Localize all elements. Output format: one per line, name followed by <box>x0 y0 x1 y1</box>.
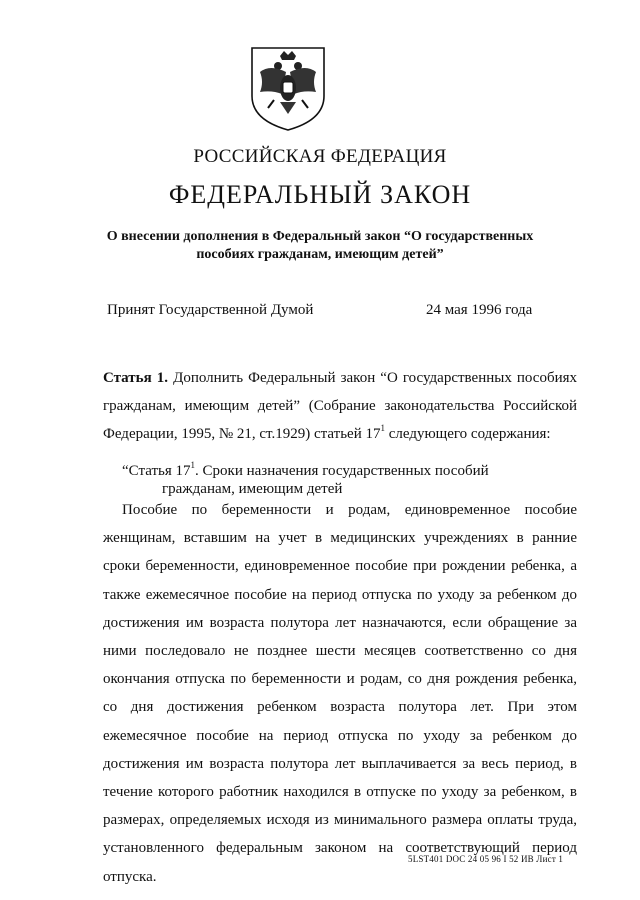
new-article-heading-line2: гражданам, имеющим детей <box>162 481 343 497</box>
coat-of-arms-emblem <box>246 42 330 134</box>
new-article-heading <box>122 462 489 498</box>
adoption-date: 24 мая 1996 года <box>426 302 533 318</box>
law-subject: О внесении дополнения в Федеральный закон “О государственных пособиях гражданам, имеющим детей” <box>106 229 534 262</box>
article-text-a: Дополнить Федеральный закон “О государственных пособиях гражданам, имеющим детей” (Собрание законодательства Российской Федерации, 1995, № 21, ст.1929) статьей 17 <box>103 370 578 443</box>
article-superscript: 1 <box>380 423 385 434</box>
new-article-heading-sup: 1 <box>190 460 196 470</box>
article-label: Статья 1. <box>103 370 169 386</box>
new-article-heading-a: “Статья 17 <box>122 463 191 479</box>
new-article-paragraph: Пособие по беременности и родам, единовременное пособие женщинам, вставшим на учет в медицинских учреждениях в ранние сроки беременности, единовременное пособие при рождении ребенка, а также ежемесячное пособие на период отпуска по уходу за ребенком до достижения им возраста полутора лет назначаются, если обращение за ними последовало не позднее шести месяцев соответственно со дня окончания отпуска по беременности и родам, со дня рождения ребенка, со дня достижения ребенком возраста полутора лет. При этом ежемесячное пособие на период отпуска по уходу за ребенком до достижения им возраста полутора лет выплачивается за весь период, в течение которого работник находился в отпуске по уходу за ребенком, в размерах, определяемых исходя из минимального размера оплаты труда, установленного федеральным законом на соответствующий период отпуска. <box>103 502 577 885</box>
article-text-b: следующего содержания: <box>384 426 551 443</box>
article-1-paragraph <box>103 364 577 449</box>
page-footer: 5LST401 DOC 24 05 96 I 52 ИВ Лист 1 <box>408 854 564 864</box>
new-article-heading-b: . Сроки назначения государственных пособий <box>195 463 489 479</box>
document-type-title: ФЕДЕРАЛЬНЫЙ ЗАКОН <box>168 180 472 209</box>
adopted-by: Принят Государственной Думой <box>107 302 314 318</box>
country-title: РОССИЙСКАЯ ФЕДЕРАЦИЯ <box>193 146 447 167</box>
